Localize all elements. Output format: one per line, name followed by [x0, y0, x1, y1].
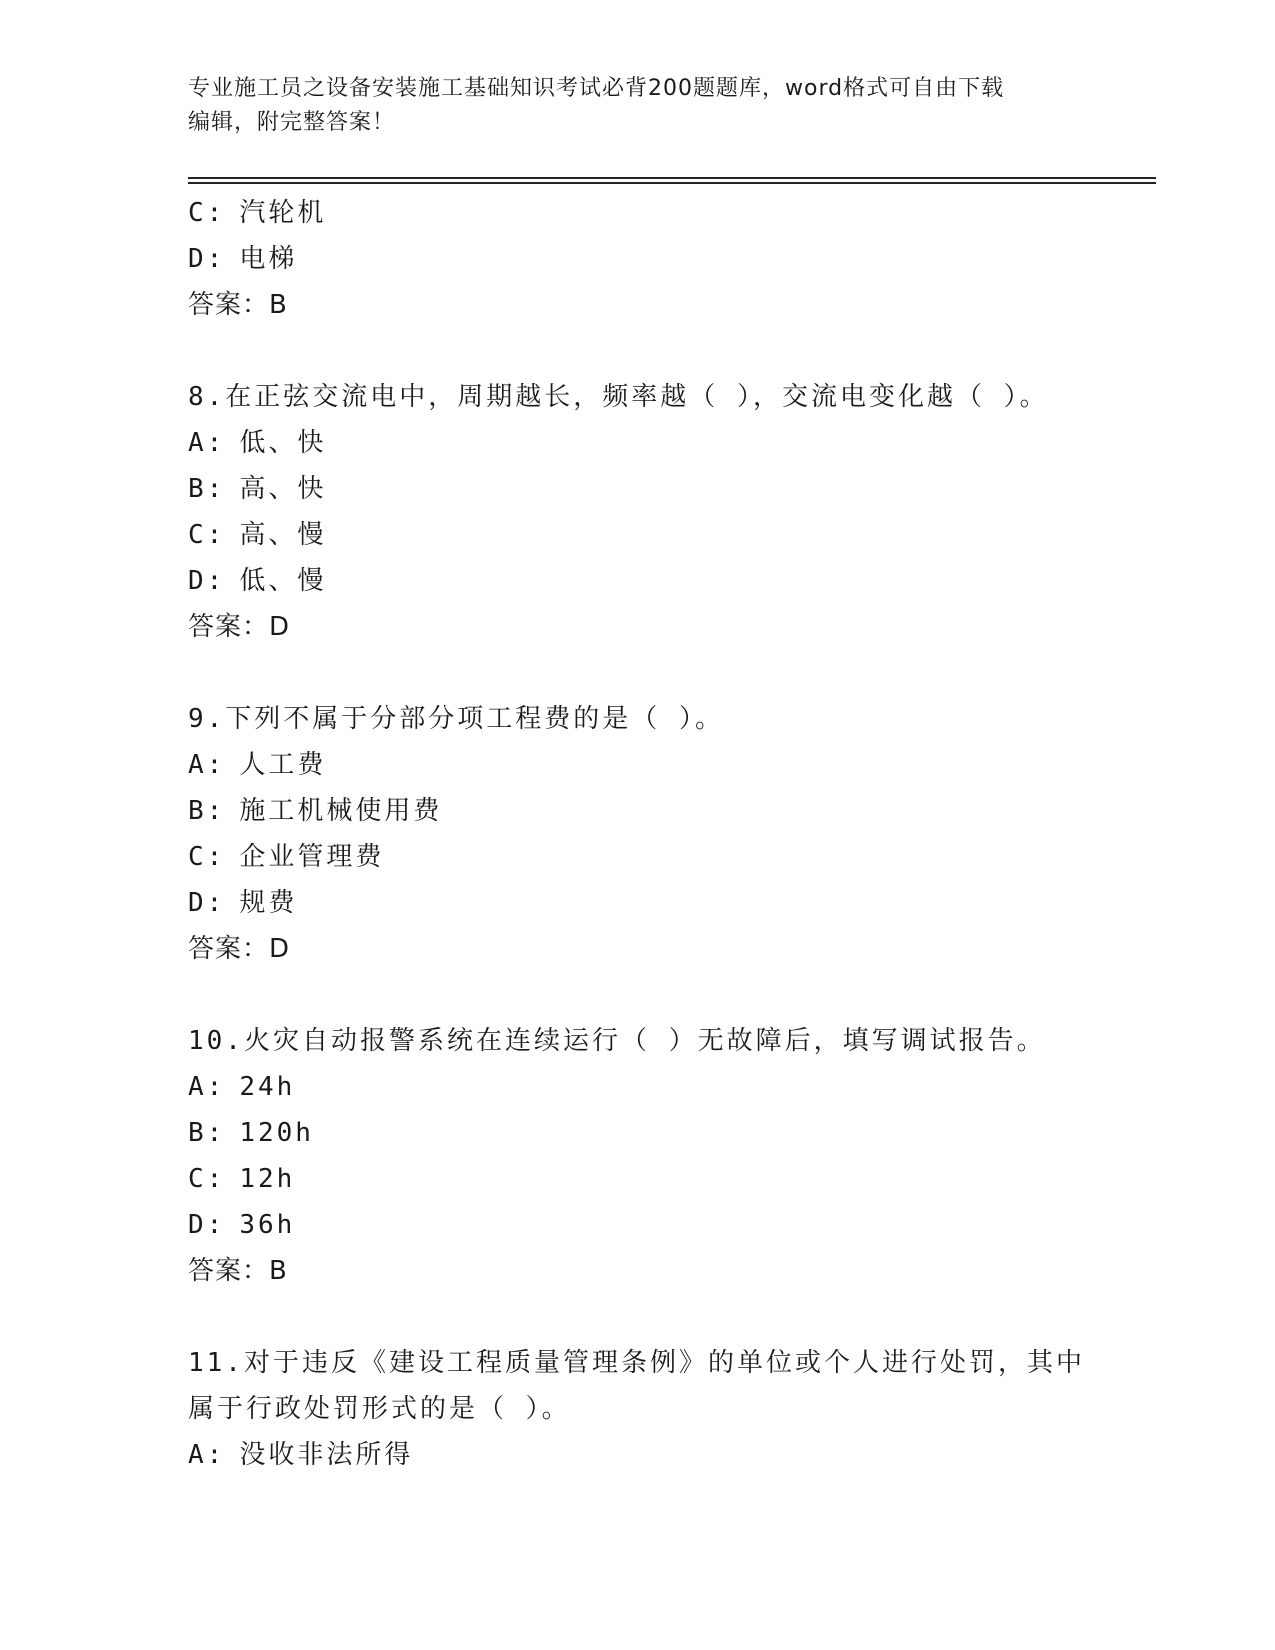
question-stem-line-1: 11.对于违反《建设工程质量管理条例》的单位或个人进行处罚，其中 — [188, 1348, 1085, 1378]
option-d — [188, 880, 1088, 926]
option-a — [188, 420, 1088, 466]
option-d — [188, 558, 1088, 604]
question-stem: 9.下列不属于分部分项工程费的是（ ）。 — [188, 704, 724, 734]
option-a — [188, 742, 1088, 788]
option-text: 低、慢 — [239, 566, 327, 596]
option-label: A: — [188, 428, 226, 458]
option-text: 12h — [239, 1164, 296, 1194]
option-label: D: — [188, 1210, 226, 1240]
option-text: 没收非法所得 — [239, 1440, 414, 1470]
header-title-line-1: 专业施工员之设备安装施工基础知识考试必背200题题库，word格式可自由下载 — [188, 76, 1005, 101]
option-label: B: — [188, 474, 226, 504]
option-label: A: — [188, 750, 226, 780]
option-label: A: — [188, 1440, 226, 1470]
answer: 答案：B — [188, 290, 288, 320]
option-text: 120h — [239, 1118, 314, 1148]
question-8 — [188, 374, 1088, 650]
option-text: 36h — [239, 1210, 296, 1240]
question-9 — [188, 696, 1088, 972]
option-c — [188, 512, 1088, 558]
option-d — [188, 1202, 1088, 1248]
option-text: 高、快 — [239, 474, 327, 504]
option-label: A: — [188, 1072, 226, 1102]
option-text: 人工费 — [239, 750, 327, 780]
option-text: 汽轮机 — [239, 198, 327, 228]
option-d — [188, 236, 1088, 282]
option-label: C: — [188, 842, 226, 872]
answer: 答案：D — [188, 934, 291, 964]
document-header — [188, 72, 1088, 140]
option-label: C: — [188, 520, 226, 550]
option-text: 高、慢 — [239, 520, 327, 550]
header-divider-bottom — [188, 182, 1156, 184]
option-label: C: — [188, 1164, 226, 1194]
question-10 — [188, 1018, 1088, 1294]
header-divider-top — [188, 177, 1156, 179]
answer: 答案：B — [188, 1256, 288, 1286]
option-text: 电梯 — [239, 244, 298, 274]
question-11 — [188, 1340, 1088, 1478]
question-stem: 8.在正弦交流电中，周期越长，频率越（ ），交流电变化越（ ）。 — [188, 382, 1049, 412]
option-text: 施工机械使用费 — [239, 796, 443, 826]
option-b — [188, 1110, 1088, 1156]
option-text: 规费 — [239, 888, 298, 918]
option-c — [188, 1156, 1088, 1202]
option-text: 低、快 — [239, 428, 327, 458]
header-title-line-2: 编辑，附完整答案！ — [188, 110, 396, 135]
option-label: B: — [188, 796, 226, 826]
option-a — [188, 1432, 1088, 1478]
answer: 答案：D — [188, 612, 291, 642]
option-text: 24h — [239, 1072, 296, 1102]
option-label: D: — [188, 244, 226, 274]
option-b — [188, 788, 1088, 834]
option-label: C: — [188, 198, 226, 228]
question-stem-line-2: 属于行政处罚形式的是（ ）。 — [188, 1394, 571, 1424]
option-text: 企业管理费 — [239, 842, 385, 872]
option-c — [188, 190, 1088, 236]
option-b — [188, 466, 1088, 512]
option-a — [188, 1064, 1088, 1110]
option-c — [188, 834, 1088, 880]
question-7-tail — [188, 190, 1088, 328]
option-label: B: — [188, 1118, 226, 1148]
question-content — [188, 190, 1088, 1478]
option-label: D: — [188, 566, 226, 596]
option-label: D: — [188, 888, 226, 918]
question-stem: 10.火灾自动报警系统在连续运行（ ）无故障后，填写调试报告。 — [188, 1026, 1046, 1056]
